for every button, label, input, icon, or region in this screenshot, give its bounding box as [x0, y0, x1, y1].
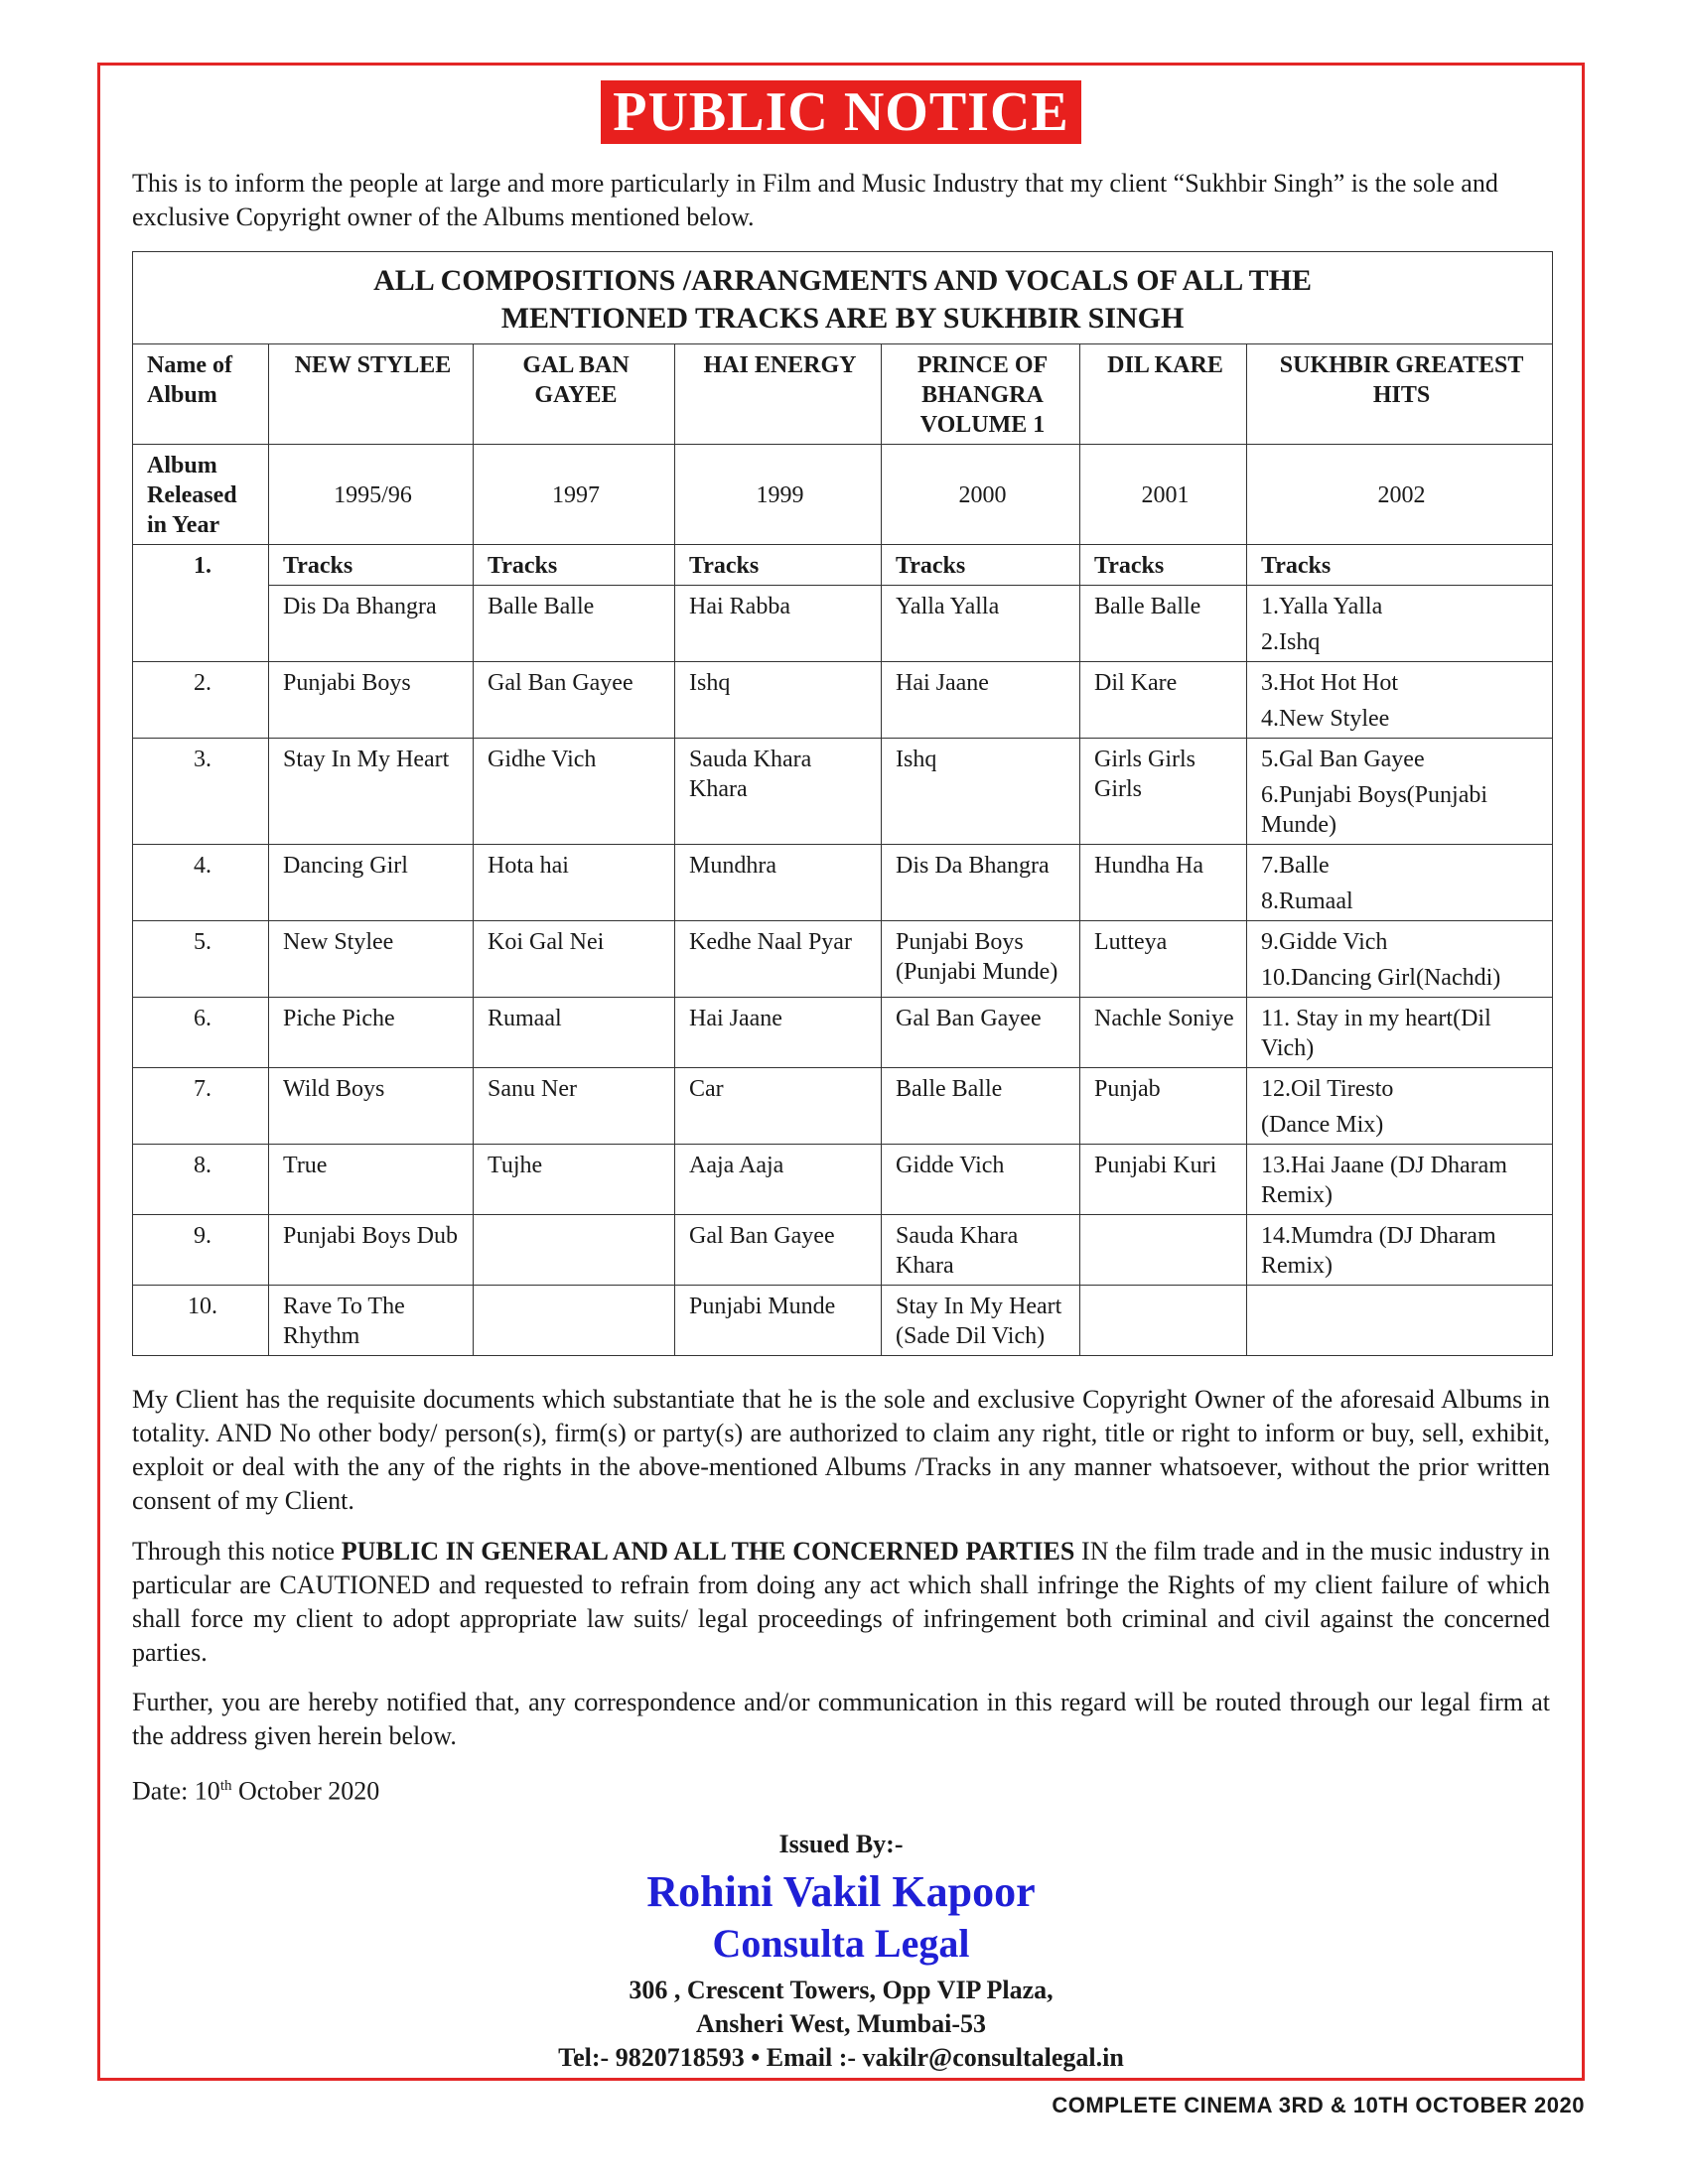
tracks-header-row [133, 545, 1553, 586]
track-cell [474, 1215, 675, 1286]
track-cell: Hota hai [474, 845, 675, 921]
track-cell: Ishq [882, 739, 1080, 845]
album-name-row [133, 344, 1553, 445]
track-cell: Sauda Khara Khara [882, 1215, 1080, 1286]
date-suffix-sup: th [219, 1778, 232, 1794]
track-cell: New Stylee [269, 921, 474, 998]
track-cell: Gal Ban Gayee [474, 662, 675, 739]
track-cell: Gidhe Vich [474, 739, 675, 845]
greatest-hits-cell [1247, 921, 1553, 998]
track-cell: Dis Da Bhangra [269, 586, 474, 662]
table-row [133, 998, 1553, 1068]
track-cell: Punjabi Boys [269, 662, 474, 739]
table-row [133, 921, 1553, 998]
track-cell: Girls Girls Girls [1080, 739, 1247, 845]
caution-text-end: IN the film trade and in the music industry in particular are CAUTIONED and requested to refrain from doing any act which shall infringe the Rights of my client failure of which shall force my client to adopt appropriate law suits/ legal proceedings of infringement both criminal and civil against the concerned parties. [132, 1537, 1550, 1667]
greatest-hits-track: 8.Rumaal [1261, 888, 1353, 914]
date-prefix: Date: 10 [132, 1776, 220, 1806]
track-cell: Rumaal [474, 998, 675, 1068]
track-cell [1080, 1215, 1247, 1286]
track-cell: Balle Balle [882, 1068, 1080, 1145]
greatest-hits-track: 6.Punjabi Boys(Punjabi Munde) [1261, 782, 1488, 838]
greatest-hits-track: 9.Gidde Vich [1261, 929, 1388, 955]
greatest-hits-track: 13.Hai Jaane (DJ Dharam Remix) [1261, 1153, 1507, 1208]
greatest-hits-cell [1247, 998, 1553, 1068]
greatest-hits-cell [1247, 1068, 1553, 1145]
track-cell: Nachle Soniye [1080, 998, 1247, 1068]
date-rest: October 2020 [231, 1776, 380, 1806]
table-row [133, 662, 1553, 739]
tracks-label: Tracks [675, 545, 882, 586]
greatest-hits-track: 10.Dancing Girl(Nachdi) [1261, 965, 1501, 991]
greatest-hits-track: 5.Gal Ban Gayee [1261, 747, 1425, 772]
paragraph-caution [132, 1535, 1550, 1670]
album-year: 1995/96 [269, 445, 474, 545]
track-cell: Tujhe [474, 1145, 675, 1215]
album-year: 2002 [1247, 445, 1553, 545]
row-number: 7. [133, 1068, 269, 1145]
track-cell: Punjabi Kuri [1080, 1145, 1247, 1215]
album-name: GAL BAN GAYEE [474, 344, 675, 445]
row-number: 9. [133, 1215, 269, 1286]
track-cell: Gal Ban Gayee [882, 998, 1080, 1068]
row-number: 4. [133, 845, 269, 921]
greatest-hits-cell [1247, 586, 1553, 662]
track-cell: Mundhra [675, 845, 882, 921]
track-cell: Punjab [1080, 1068, 1247, 1145]
caution-emphasis: PUBLIC IN GENERAL AND ALL THE CONCERNED PARTIES [341, 1537, 1075, 1566]
album-year: 2000 [882, 445, 1080, 545]
track-cell: Sanu Ner [474, 1068, 675, 1145]
table-row [133, 845, 1553, 921]
greatest-hits-cell [1247, 662, 1553, 739]
album-year: 1997 [474, 445, 675, 545]
track-cell: Wild Boys [269, 1068, 474, 1145]
track-cell: Punjabi Munde [675, 1286, 882, 1356]
track-cell: Yalla Yalla [882, 586, 1080, 662]
track-cell: Aaja Aaja [675, 1145, 882, 1215]
album-name: HAI ENERGY [675, 344, 882, 445]
greatest-hits-track: 4.New Stylee [1261, 706, 1390, 732]
track-cell: Gidde Vich [882, 1145, 1080, 1215]
notice-title: PUBLIC NOTICE [601, 80, 1081, 144]
greatest-hits-track: 11. Stay in my heart(Dil Vich) [1261, 1006, 1491, 1061]
albums-table [132, 251, 1553, 1356]
track-cell: Car [675, 1068, 882, 1145]
issuer-firm: Consulta Legal [712, 1921, 970, 1966]
greatest-hits-track: (Dance Mix) [1261, 1112, 1384, 1138]
table-row [133, 586, 1553, 662]
album-year-row [133, 445, 1553, 545]
track-cell: Stay In My Heart [269, 739, 474, 845]
album-name: NEW STYLEE [269, 344, 474, 445]
track-cell: Kedhe Naal Pyar [675, 921, 882, 998]
row-number: 6. [133, 998, 269, 1068]
album-name: PRINCE OF BHANGRA VOLUME 1 [882, 344, 1080, 445]
album-name: SUKHBIR GREATEST HITS [1247, 344, 1553, 445]
table-row [133, 1145, 1553, 1215]
greatest-hits-cell [1247, 1145, 1553, 1215]
track-cell: Hai Jaane [882, 662, 1080, 739]
row-number: 1. [133, 545, 269, 662]
notice-date [132, 1769, 379, 1809]
greatest-hits-track: 7.Balle [1261, 853, 1330, 879]
track-cell: Gal Ban Gayee [675, 1215, 882, 1286]
track-cell: Piche Piche [269, 998, 474, 1068]
greatest-hits-track: 1.Yalla Yalla [1261, 594, 1383, 619]
row-number: 3. [133, 739, 269, 845]
greatest-hits-cell [1247, 739, 1553, 845]
greatest-hits-track: 3.Hot Hot Hot [1261, 670, 1398, 696]
table-banner [133, 252, 1553, 344]
track-cell: Punjabi Boys (Punjabi Munde) [882, 921, 1080, 998]
track-cell: Hundha Ha [1080, 845, 1247, 921]
publication-footer: COMPLETE CINEMA 3RD & 10TH OCTOBER 2020 [1052, 2093, 1585, 2117]
greatest-hits-track: 2.Ishq [1261, 629, 1321, 655]
table-row [133, 1286, 1553, 1356]
tracks-label: Tracks [882, 545, 1080, 586]
intro-paragraph: This is to inform the people at large and more particularly in Film and Music Industry that my client “Sukhbir Singh” is the sole and exclusive Copyright owner of the Albums mentioned below. [132, 169, 1498, 231]
banner-row [133, 252, 1553, 344]
track-cell [474, 1286, 675, 1356]
greatest-hits-track: 12.Oil Tiresto [1261, 1076, 1394, 1102]
track-cell: True [269, 1145, 474, 1215]
issuer-name: Rohini Vakil Kapoor [646, 1867, 1036, 1916]
album-name-label: Name of Album [133, 344, 269, 445]
greatest-hits-cell [1247, 1215, 1553, 1286]
tracks-label: Tracks [1247, 545, 1553, 586]
row-number: 2. [133, 662, 269, 739]
track-cell: Dis Da Bhangra [882, 845, 1080, 921]
tracks-label: Tracks [474, 545, 675, 586]
row-number: 10. [133, 1286, 269, 1356]
issued-by-label: Issued By:- [778, 1830, 904, 1858]
table-row [133, 1068, 1553, 1145]
track-cell: Dancing Girl [269, 845, 474, 921]
album-year: 1999 [675, 445, 882, 545]
table-row [133, 739, 1553, 845]
banner-line-2: MENTIONED TRACKS ARE BY SUKHBIR SINGH [500, 302, 1185, 335]
caution-text-start: Through this notice [132, 1537, 342, 1566]
album-year-label: Album Released in Year [133, 445, 269, 545]
track-cell [1080, 1286, 1247, 1356]
track-cell: Balle Balle [474, 586, 675, 662]
greatest-hits-track: 14.Mumdra (DJ Dharam Remix) [1261, 1223, 1496, 1279]
address-line-2: Ansheri West, Mumbai-53 [695, 2009, 987, 2038]
tracks-label: Tracks [1080, 545, 1247, 586]
notice-frame [97, 63, 1585, 2081]
paragraph-rights: My Client has the requisite documents which substantiate that he is the sole and exclusive Copyright Owner of the aforesaid Albums in totality. AND No other body/ person(s), firm(s) or party(s) are authorized to claim any right, title or right to inform or buy, sell, exhibit, exploit or deal with the any of the rights in the above-mentioned Albums /Tracks in any manner whatsoever, without the prior written consent of my Client. [132, 1385, 1550, 1515]
issuer-address [100, 1974, 1582, 2075]
track-cell: Koi Gal Nei [474, 921, 675, 998]
album-name: DIL KARE [1080, 344, 1247, 445]
row-number: 5. [133, 921, 269, 998]
row-number: 8. [133, 1145, 269, 1215]
track-cell: Rave To The Rhythm [269, 1286, 474, 1356]
address-line-1: 306 , Crescent Towers, Opp VIP Plaza, [629, 1976, 1054, 2004]
greatest-hits-cell [1247, 845, 1553, 921]
greatest-hits-cell [1247, 1286, 1553, 1356]
title-wrap [100, 80, 1582, 144]
track-cell: Hai Jaane [675, 998, 882, 1068]
banner-line-1: ALL COMPOSITIONS /ARRANGMENTS AND VOCALS OF ALL THE [373, 264, 1312, 297]
track-cell: Balle Balle [1080, 586, 1247, 662]
paragraph-correspondence: Further, you are hereby notified that, any correspondence and/or communication in this regard will be routed through our legal firm at the address given herein below. [132, 1688, 1550, 1750]
track-cell: Ishq [675, 662, 882, 739]
track-cell: Hai Rabba [675, 586, 882, 662]
track-cell: Sauda Khara Khara [675, 739, 882, 845]
track-cell: Stay In My Heart (Sade Dil Vich) [882, 1286, 1080, 1356]
table-row [133, 1215, 1553, 1286]
track-cell: Punjabi Boys Dub [269, 1215, 474, 1286]
track-cell: Dil Kare [1080, 662, 1247, 739]
track-cell: Lutteya [1080, 921, 1247, 998]
album-year: 2001 [1080, 445, 1247, 545]
contact-line: Tel:- 9820718593 • Email :- vakilr@consultalegal.in [558, 2043, 1124, 2072]
tracks-label: Tracks [269, 545, 474, 586]
